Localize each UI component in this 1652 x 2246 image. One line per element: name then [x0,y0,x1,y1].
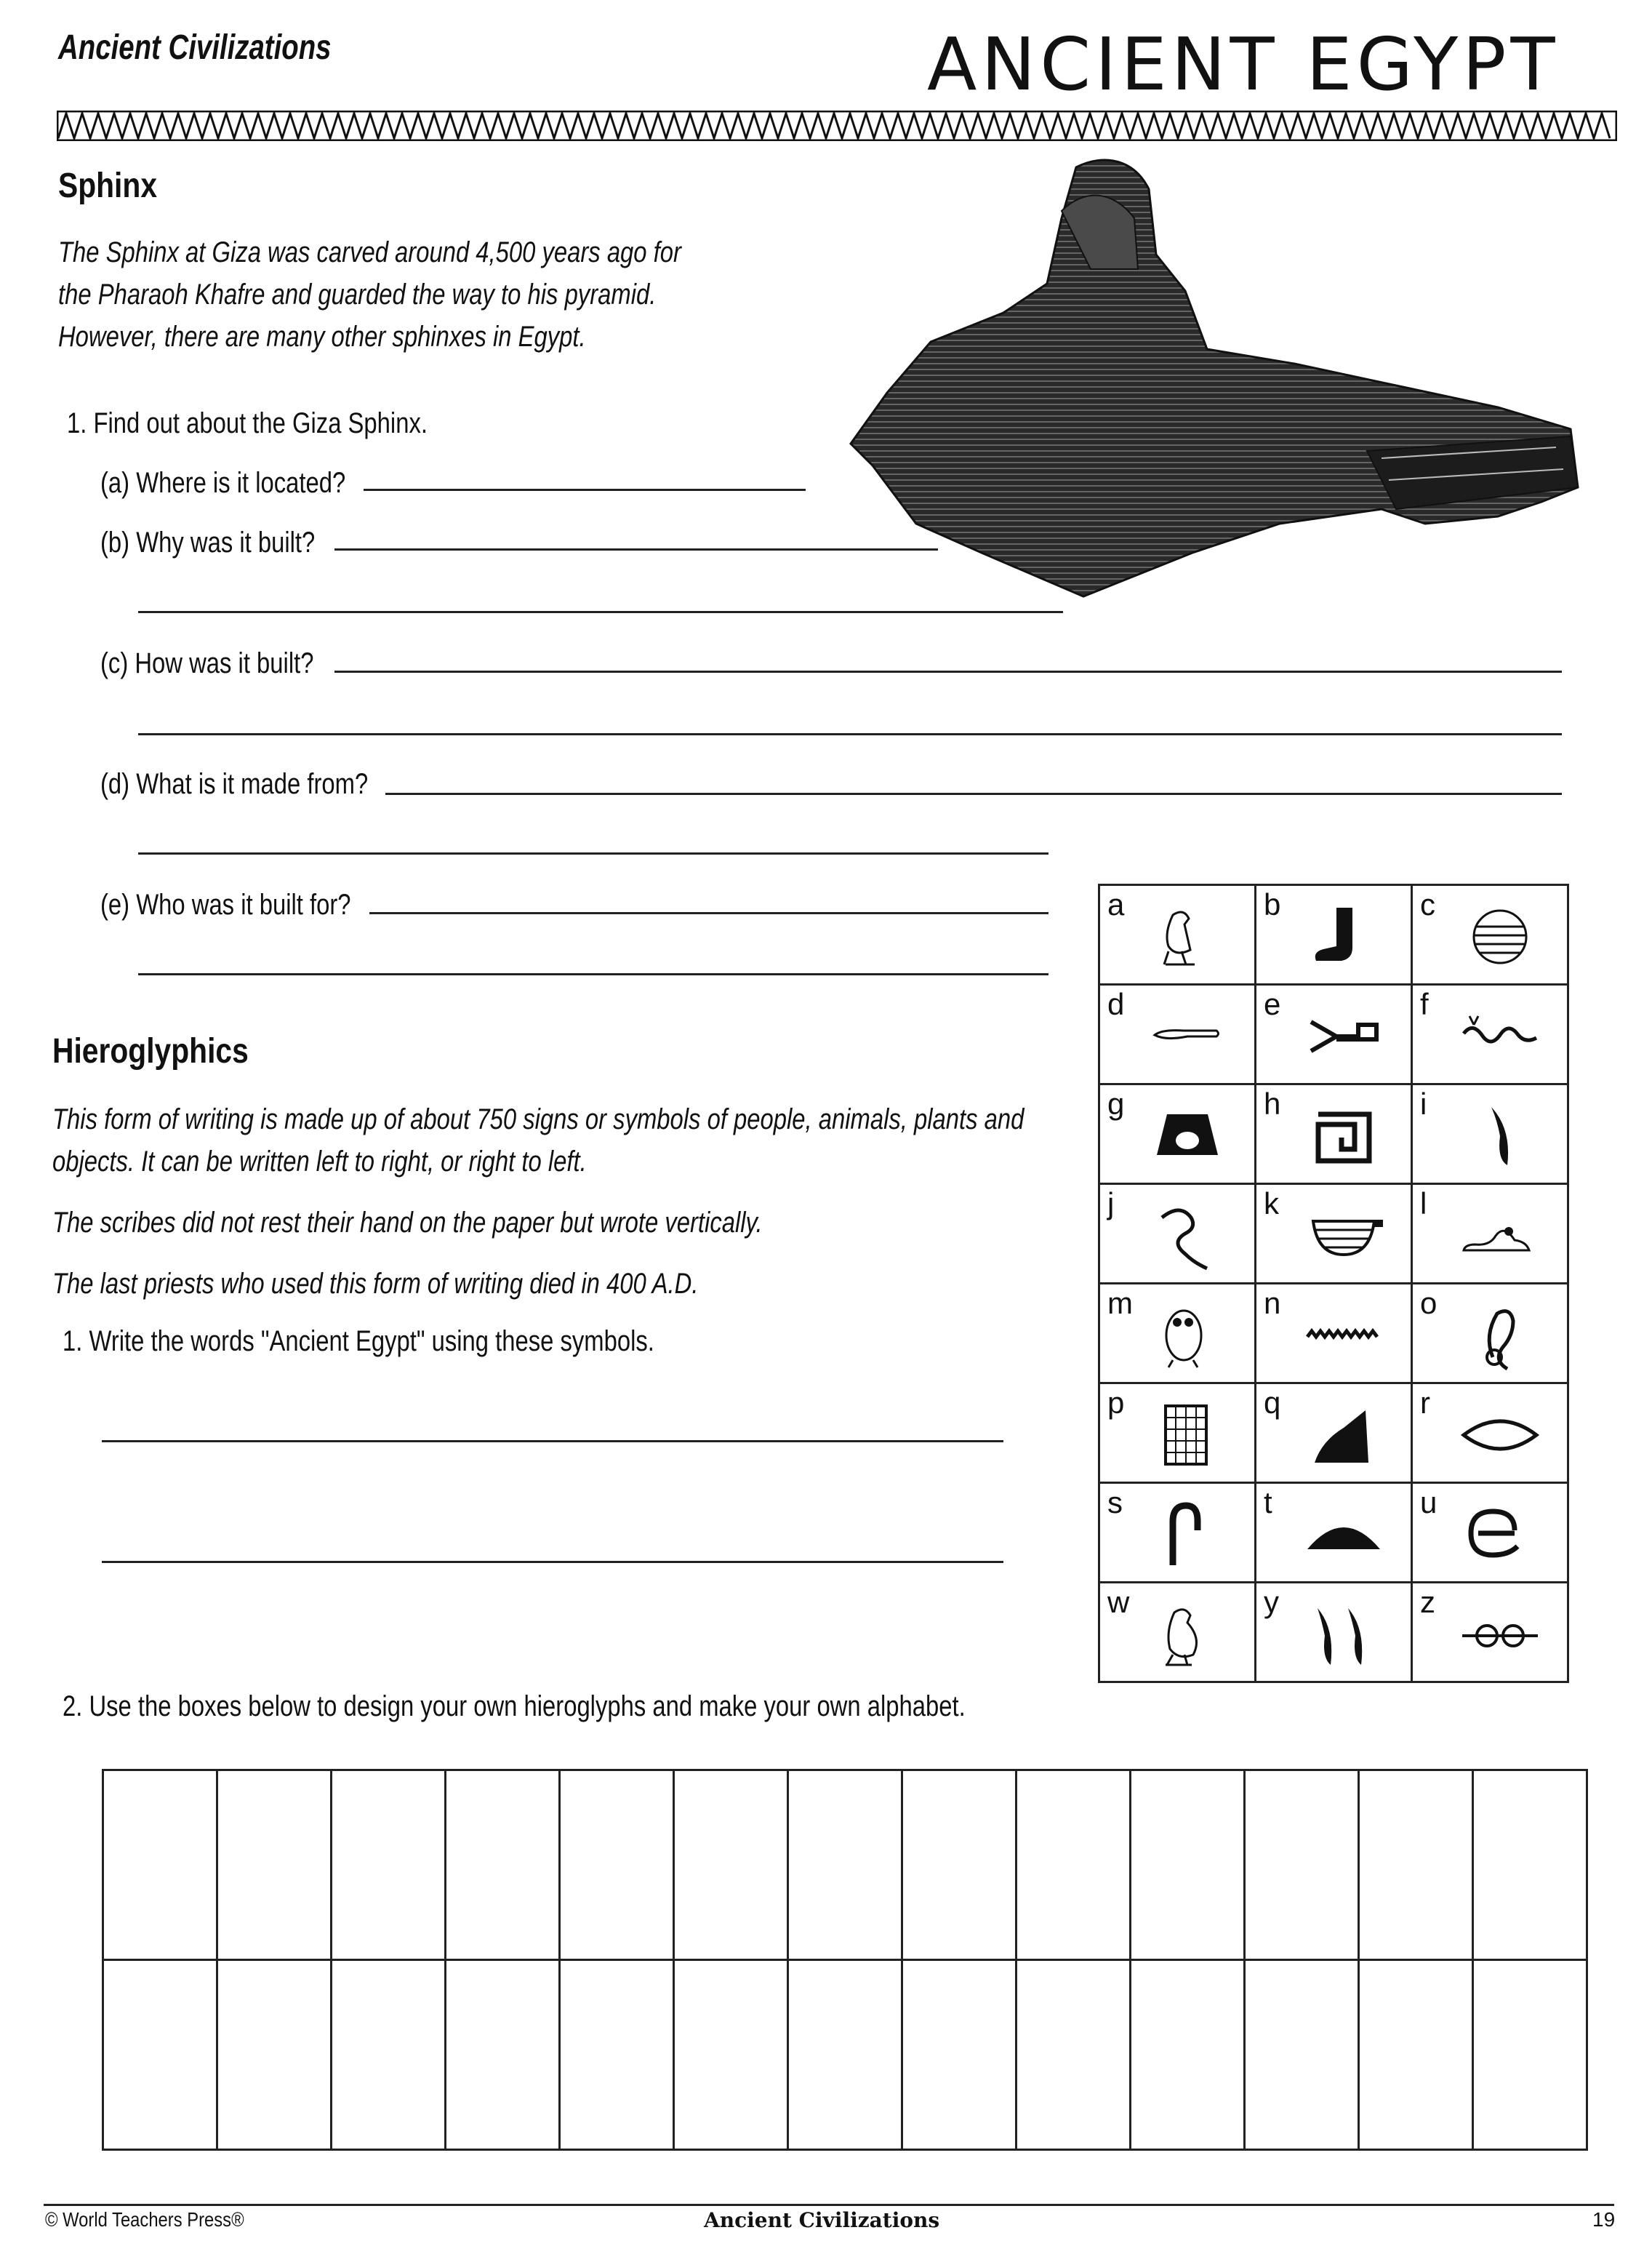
hieroglyphics-intro-3: The scribes did not rest their hand on the paper but wrote vertically. [52,1207,763,1239]
lasso-icon [1456,1299,1544,1372]
design-box[interactable] [1359,1960,1473,2150]
sphinx-part-d-label: (d) What is it made from? [100,768,369,800]
glyph-cell [1256,1483,1412,1583]
design-box[interactable] [332,1770,446,1960]
footer-rule [44,2204,1614,2206]
footer-copyright: © World Teachers Press® [45,2208,244,2231]
glyph-cell [1099,1284,1256,1383]
glyph-cell [1099,885,1256,985]
glyph-letter: k [1264,1186,1279,1220]
design-box[interactable] [1131,1960,1245,2150]
glyph-row [1099,885,1568,985]
glyph-cell [1099,985,1256,1084]
glyph-row [1099,1284,1568,1383]
glyph-letter: e [1264,987,1281,1021]
design-grid-row [103,1770,1587,1960]
design-box[interactable] [788,1770,902,1960]
mouth-icon [1456,1399,1544,1471]
design-box[interactable] [103,1960,217,2150]
glyph-cell [1256,1284,1412,1383]
glyph-row [1099,1084,1568,1184]
double-reed-icon [1300,1598,1387,1671]
design-box[interactable] [1359,1770,1473,1960]
design-box[interactable] [674,1770,788,1960]
design-box[interactable] [217,1770,332,1960]
glyph-letter: i [1420,1087,1427,1121]
hand-icon [1144,1000,1231,1073]
door-bolt-icon [1456,1598,1544,1671]
design-box[interactable] [1473,1960,1587,2150]
lion-icon [1456,1199,1544,1272]
vulture-icon [1144,900,1231,973]
glyph-row [1099,1483,1568,1583]
answer-line-c1[interactable] [334,671,1562,673]
page-title: ANCIENT EGYPT [927,22,1560,107]
glyph-letter: m [1107,1286,1133,1320]
glyph-cell [1099,1084,1256,1184]
design-box[interactable] [902,1770,1017,1960]
glyph-cell [1256,1184,1412,1284]
glyph-letter: z [1420,1585,1435,1619]
glyph-letter: g [1107,1087,1125,1121]
hill-icon [1300,1399,1387,1471]
reed-icon [1456,1100,1544,1172]
horned-viper-icon [1456,1000,1544,1073]
glyph-cell [1412,1483,1568,1583]
glyph-letter: s [1107,1485,1123,1519]
sphinx-part-c-label: (c) How was it built? [100,647,314,679]
answer-line-a[interactable] [364,489,806,491]
page-number: 19 [1592,2208,1616,2231]
answer-line-b1[interactable] [334,548,938,551]
water-icon [1300,1299,1387,1372]
answer-line-e2[interactable] [138,973,1048,975]
glyph-cell [1256,885,1412,985]
design-box[interactable] [1245,1770,1359,1960]
glyph-letter: q [1264,1386,1281,1420]
foot-icon [1300,900,1387,973]
design-grid-row [103,1960,1587,2150]
design-your-own-grid [102,1769,1588,2151]
design-box[interactable] [1245,1960,1359,2150]
glyph-cell [1099,1383,1256,1483]
glyph-row [1099,985,1568,1084]
zigzag-border [57,111,1617,141]
design-box[interactable] [1017,1770,1131,1960]
glyph-letter: f [1420,987,1429,1021]
design-box[interactable] [332,1960,446,2150]
design-box[interactable] [1017,1960,1131,2150]
design-box[interactable] [1473,1770,1587,1960]
basket-icon [1300,1199,1387,1272]
bread-loaf-icon [1300,1498,1387,1571]
glyph-letter: b [1264,887,1281,922]
hieroglyph-alphabet-table [1098,884,1569,1683]
sphinx-part-a-label: (a) Where is it located? [100,467,346,499]
glyph-letter: u [1420,1485,1438,1519]
courtyard-icon [1300,1100,1387,1172]
hieroglyphics-intro-1: This form of writing is made up of about 750 signs or symbols of people, animals, plants and [52,1103,1025,1135]
answer-line-d1[interactable] [385,793,1562,795]
sphinx-intro-1: The Sphinx at Giza was carved around 4,500 years ago for [58,236,681,268]
sphinx-intro-2: the Pharaoh Khafre and guarded the way to his pyramid. [58,279,657,311]
answer-line-e1[interactable] [369,912,1048,914]
quail-chick-icon [1456,1498,1544,1571]
folded-cloth-icon [1144,1498,1231,1571]
glyph-letter: a [1107,887,1125,922]
glyph-cell [1099,1483,1256,1583]
design-box[interactable] [788,1960,902,2150]
sphinx-part-b-label: (b) Why was it built? [100,527,316,559]
glyph-row [1099,1184,1568,1284]
glyph-cell [1412,1084,1568,1184]
glyph-cell [1412,1184,1568,1284]
series-title: Ancient Civilizations [58,28,332,67]
glyph-letter: l [1420,1186,1427,1220]
hieroglyphics-intro-4: The last priests who used this form of writing died in 400 A.D. [52,1268,699,1300]
cobra-icon [1144,1199,1231,1272]
design-box[interactable] [560,1960,674,2150]
owl-icon [1144,1299,1231,1372]
glyph-cell [1099,1583,1256,1682]
answer-line-c2[interactable] [138,733,1562,735]
glyph-cell [1412,985,1568,1084]
sphinx-heading: Sphinx [58,167,158,205]
glyph-cell [1412,1383,1568,1483]
placenta-icon [1456,900,1544,973]
footer-center: Ancient Civilizations [704,2208,940,2232]
hieroglyphics-heading: Hieroglyphics [52,1032,249,1071]
glyph-letter: h [1264,1087,1281,1121]
sphinx-illustration [843,145,1600,611]
glyph-cell [1412,885,1568,985]
glyph-cell [1256,1583,1412,1682]
glyph-cell [1256,1383,1412,1483]
hieroglyphics-question-2: 2. Use the boxes below to design your own hieroglyphs and make your own alphabet. [63,1690,966,1722]
design-box[interactable] [560,1770,674,1960]
design-box[interactable] [103,1770,217,1960]
hieroglyphics-question-1: 1. Write the words "Ancient Egypt" using these symbols. [63,1325,654,1357]
answer-line-egypt-1[interactable] [102,1440,1003,1442]
glyph-letter: t [1264,1485,1272,1519]
arm-icon [1300,1000,1387,1073]
glyph-letter: p [1107,1386,1125,1420]
glyph-row [1099,1383,1568,1483]
answer-line-egypt-2[interactable] [102,1561,1003,1563]
glyph-letter: c [1420,887,1435,922]
glyph-letter: r [1420,1386,1430,1420]
answer-line-b2[interactable] [138,611,1063,613]
sphinx-part-e-label: (e) Who was it built for? [100,889,351,921]
answer-line-d2[interactable] [138,852,1048,855]
sphinx-intro-3: However, there are many other sphinxes in Egypt. [58,321,586,353]
glyph-letter: o [1420,1286,1438,1320]
sphinx-question-1: 1. Find out about the Giza Sphinx. [67,407,428,439]
design-box[interactable] [902,1960,1017,2150]
glyph-row [1099,1583,1568,1682]
quail-icon [1144,1598,1231,1671]
glyph-letter: w [1107,1585,1130,1619]
jar-stand-icon [1144,1100,1231,1172]
glyph-letter: j [1107,1186,1115,1220]
glyph-letter: d [1107,987,1125,1021]
glyph-letter: n [1264,1286,1281,1320]
design-box[interactable] [674,1960,788,2150]
glyph-cell [1412,1284,1568,1383]
design-box[interactable] [217,1960,332,2150]
glyph-cell [1256,985,1412,1084]
stool-icon [1144,1399,1231,1471]
glyph-cell [1256,1084,1412,1184]
design-box[interactable] [1131,1770,1245,1960]
glyph-cell [1412,1583,1568,1682]
hieroglyphics-intro-2: objects. It can be written left to right, or right to left. [52,1146,587,1178]
design-box[interactable] [446,1770,560,1960]
design-box[interactable] [446,1960,560,2150]
glyph-cell [1099,1184,1256,1284]
glyph-letter: y [1264,1585,1279,1619]
